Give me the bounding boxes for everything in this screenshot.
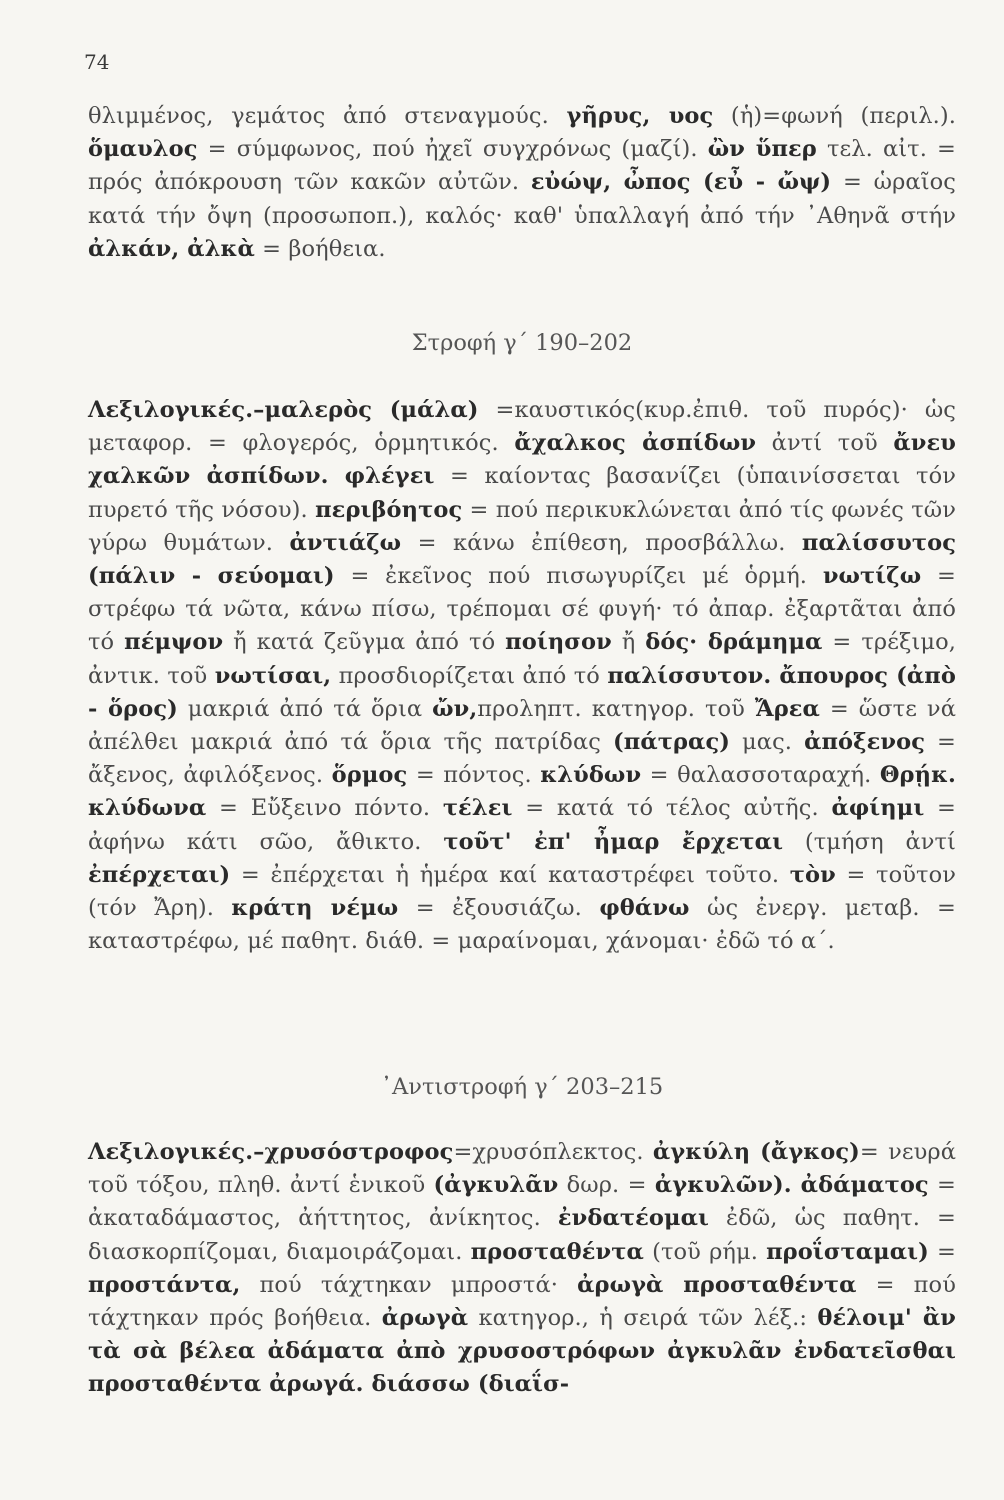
text-run: = πόντος. <box>407 762 541 789</box>
bold-term: περιβόητος <box>315 496 463 523</box>
bold-term: προΐσταμαι) <box>766 1238 929 1265</box>
text-run: ὡς ἐνεργ. μεταβ. = καταστρέφω, μέ παθητ. διάθ. = μαραίνομαι, χάνομαι· ἐδῶ τό α΄. <box>88 895 956 955</box>
text-run: (τοῦ ρήμ. <box>643 1238 767 1265</box>
bold-term: ἀγκυλῶν). ἀδάματος <box>654 1172 929 1199</box>
text-run: = νευρά τοῦ τόξου, πληθ. ἀντί ἑνικοῦ <box>88 1139 956 1199</box>
bold-term: δός· δράμημα <box>645 629 823 656</box>
bold-term: ἀντιάζω <box>289 529 402 556</box>
text-run: ἐδῶ, ὡς παθητ. = διασκορπίζομαι, διαμοιράζομαι. <box>88 1205 956 1265</box>
bold-term: τέλει <box>442 795 513 822</box>
bold-term: κλύδων <box>540 762 642 789</box>
text-run: δωρ. = <box>558 1172 655 1199</box>
text-run: = σύμφωνος, πού ἠχεῖ συγχρόνως (μαζί). <box>197 136 708 163</box>
text-run: = καίοντας βασανίζει (ὑπαινίσσεται τόν πυρετό τῆς νόσου). <box>88 463 956 523</box>
bold-term: νωτίσαι, <box>214 662 332 689</box>
bold-term: Ἄρεα <box>754 695 820 722</box>
bold-term: ἄχαλκος ἀσπίδων <box>514 430 757 457</box>
text-run: = βοήθεια. <box>254 235 386 262</box>
text-run: = στρέφω τά νῶτα, κάνω πίσω, τρέπομαι σέ φυγή· τό ἀπαρ. ἐξαρτᾶται ἀπό τό <box>88 563 956 656</box>
bold-term: Θρῄκ. κλύδωνα <box>88 762 956 822</box>
text-run: προσδιορίζεται ἀπό τό <box>331 662 608 689</box>
bold-term: πέμψον <box>124 629 224 656</box>
text-run: ἤ κατά ζεῦγμα ἀπό τό <box>223 629 506 656</box>
text-run: τελ. αἰτ. = πρός ἀπόκρουση τῶν κακῶν αὐτῶν. <box>88 136 956 196</box>
bold-term: Λεξιλογικές.–μαλερὸς (μάλα) <box>88 397 479 423</box>
bold-term: ὤν, <box>432 695 478 722</box>
text-run: = ἀφήνω κάτι σῶο, ἄθικτο. <box>88 795 956 855</box>
text-run: = Εὔξεινο πόντο. <box>206 795 443 822</box>
intro-paragraph <box>88 100 956 266</box>
text-run: = τρέξιμο, ἀντικ. τοῦ <box>88 629 957 689</box>
text-run: = πού περικυκλώνεται ἀπό τίς φωνές τῶν γύρω θυμάτων. <box>88 496 956 556</box>
bold-term: Λεξιλογικές.–χρυσόστροφος <box>88 1139 454 1165</box>
strophe-vocabulary-paragraph <box>88 394 956 958</box>
text-run: = κατά τό τέλος αὐτῆς. <box>512 795 832 822</box>
bold-term: (πάτρας) <box>613 729 730 756</box>
bold-term: θέλοιμ' ἂν τὰ σὰ βέλεα ἀδάματα ἀπὸ χρυσοστρόφων ἀγκυλᾶν ἐνδατεῖσθαι προσταθέντα ἀρωγά. διάσσω (διαΐσ- <box>88 1305 956 1398</box>
section-heading-antistrophe: ᾿Αντιστροφή γ΄ 203–215 <box>380 1074 664 1100</box>
bold-term: τὸν <box>789 861 836 888</box>
bold-term: ἄνευ χαλκῶν ἀσπίδων. φλέγει <box>88 430 956 490</box>
text-run: (τμήση ἀντί <box>783 828 956 855</box>
text-run: = ἐπέρχεται ἡ ἡμέρα καί καταστρέφει τοῦτο. <box>230 861 790 888</box>
text-run: = ὡραῖος κατά τήν ὄψη (προσωποπ.), καλός· καθ' ὑπαλλαγή ἀπό τήν ᾿Αθηνᾶ στήν <box>88 169 957 229</box>
bold-term: ἐπέρχεται) <box>88 861 231 888</box>
text-run: θλιμμένος, γεμάτος ἀπό στεναγμούς. <box>88 103 567 129</box>
bold-term: εὐώψ, ὦπος (εὖ - ὤψ) <box>530 169 832 196</box>
bold-term: φθάνω <box>599 895 690 922</box>
bold-term: ἀρωγὰ <box>381 1305 469 1332</box>
bold-term: ἀγκύλη (ἄγκος) <box>652 1139 860 1165</box>
text-run: = πού τάχτηκαν πρός βοήθεια. <box>88 1271 956 1332</box>
text-run: = ἐξουσιάζω. <box>398 895 600 922</box>
text-run: =καυστικός(κυρ.ἐπιθ. τοῦ πυρός)· ὡς μεταφορ. = φλογερός, ὁρμητικός. <box>88 397 956 457</box>
bold-term: παλίσσυτος (πάλιν - σεύομαι) <box>88 529 956 590</box>
bold-term: (ἀγκυλᾶν <box>433 1172 559 1199</box>
text-run: κατηγορ., ἡ σειρά τῶν λέξ.: <box>468 1305 818 1332</box>
bold-term: προσταθέντα <box>470 1238 644 1265</box>
text-run: μακριά ἀπό τά ὅρια <box>177 695 433 722</box>
bold-term: προστάντα, <box>88 1271 241 1298</box>
text-run: ἤ <box>611 629 646 656</box>
text-run: = ἀκαταδάμαστος, ἀήττητος, ἀνίκητος. <box>88 1172 956 1232</box>
bold-term: νωτίζω <box>822 563 922 590</box>
bold-term: ἀρωγὰ προσταθέντα <box>577 1271 857 1298</box>
text-run: ἀντί τοῦ <box>756 430 894 457</box>
text-run: προληπτ. κατηγορ. τοῦ <box>477 695 755 722</box>
text-run: = ἄξενος, ἀφιλόξενος. <box>88 729 957 789</box>
text-run: = <box>928 1238 956 1265</box>
text-run: = κάνω ἐπίθεση, προσβάλλω. <box>401 529 802 556</box>
section-heading-strophe: Στροφή γ΄ 190–202 <box>411 330 633 356</box>
bold-term: ὅρμος <box>331 762 408 789</box>
text-run: (ἡ)=φωνή (περιλ.). <box>713 103 957 129</box>
antistrophe-vocabulary-paragraph <box>88 1136 956 1402</box>
bold-term: ἀλκάν, ἀλκὰ <box>88 235 255 262</box>
bold-term: τοῦτ' ἐπ' ἦμαρ ἔρχεται <box>443 828 784 855</box>
bold-term: γῆρυς, υος <box>566 103 714 129</box>
bold-term: ὅμαυλος <box>88 136 198 163</box>
bold-term: παλίσσυτον. ἄπουρος (ἀπὸ - ὅρος) <box>88 662 956 722</box>
bold-term: ποίησον <box>505 629 612 656</box>
text-run: = ἐκεῖνος πού πισωγυρίζει μέ ὁρμή. <box>334 563 823 590</box>
text-run: =χρυσόπλεκτος. <box>453 1139 653 1165</box>
bold-term: ἀφίημι <box>831 795 925 822</box>
bold-term: κράτη νέμω <box>231 895 399 922</box>
text-run: = θαλασσοταραχή. <box>641 762 880 789</box>
bold-term: ὢν ὕπερ <box>707 136 817 163</box>
text-run: = ὥστε νά ἀπέλθει μακριά ἀπό τά ὅρια τῆς πατρίδας <box>88 695 956 756</box>
text-run: μας. <box>730 729 805 756</box>
page-number: 74 <box>84 50 110 74</box>
text-run: πού τάχτηκαν μπροστά· <box>240 1271 578 1298</box>
bold-term: ἀπόξενος <box>804 729 925 756</box>
text-run: = τοῦτον (τόν Ἄρη). <box>88 861 956 922</box>
bold-term: ἐνδατέομαι <box>557 1205 709 1232</box>
